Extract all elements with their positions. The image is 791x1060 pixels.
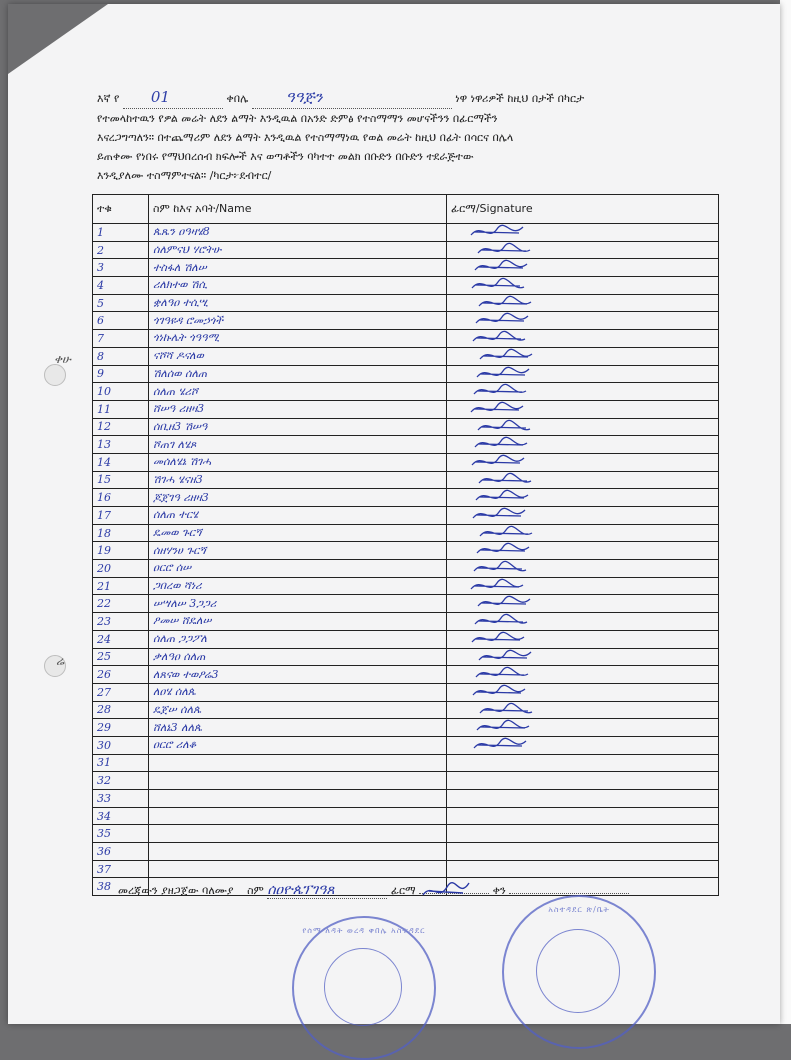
row-number: 14 <box>93 453 149 471</box>
row-signature <box>447 666 719 684</box>
signature-scribble <box>467 577 557 595</box>
signature-scribble <box>467 736 557 754</box>
table-row <box>93 560 719 578</box>
signature-scribble <box>467 613 557 631</box>
row-name: ተስፋለ ሽለሠ <box>149 259 447 277</box>
row-signature <box>447 683 719 701</box>
row-number: 7 <box>93 330 149 348</box>
table-row <box>93 595 719 613</box>
row-signature <box>447 277 719 295</box>
signature-scribble <box>467 400 557 418</box>
row-name <box>149 825 447 843</box>
row-signature <box>447 719 719 737</box>
signature-scribble <box>467 489 557 507</box>
kebele-name-field: ዓዓጅን <box>252 88 452 109</box>
row-number: 35 <box>93 825 149 843</box>
row-name: ጎነኩሌት ጎዓዓሚ <box>149 330 447 348</box>
row-number: 22 <box>93 595 149 613</box>
row-name: ዴጀሠ ሰለጴ <box>149 701 447 719</box>
row-name: ሾጠገ ለሄጾ <box>149 436 447 454</box>
row-name: ናሾሻ ዶናለወ <box>149 347 447 365</box>
row-name <box>149 790 447 808</box>
row-name: ሰለምናህ ሃሮትሁ <box>149 241 447 259</box>
row-name: ሰለጠ ተርሄ <box>149 507 447 525</box>
row-name: ዴመወ ጉርጞ <box>149 524 447 542</box>
row-number: 9 <box>93 365 149 383</box>
row-number: 18 <box>93 524 149 542</box>
preparer-name-field: ሰዐዮጴፕገዓጸ <box>267 882 387 899</box>
row-signature <box>447 595 719 613</box>
signature-scribble <box>467 383 557 401</box>
row-name <box>149 860 447 878</box>
row-name: ዖመሠ ሸዴለሠ <box>149 613 447 631</box>
preparer-line: መረጃውን ያዘጋጀው ባለሙያ ስም ሰዐዮጴፕገዓጸ ፊርማ ቀን <box>118 882 678 899</box>
row-number: 28 <box>93 701 149 719</box>
signature-scribble <box>467 595 557 613</box>
row-number: 38 <box>93 878 149 896</box>
preparer-signature-field <box>419 893 489 894</box>
declaration-line-1: እኛ የ 01 ቀበሌ ዓዓጅን ነዋ ነዋሪዎች ከዚህ በታች በካርታ <box>97 88 713 109</box>
row-name: ጎገዓዩዳ ሮመኃጎች <box>149 312 447 330</box>
margin-note-top: ቀሁ <box>54 352 71 366</box>
row-name <box>149 807 447 825</box>
row-number: 3 <box>93 259 149 277</box>
stamp-inner-ring <box>536 929 620 1013</box>
row-signature <box>447 312 719 330</box>
row-name: ሰቢዘ3 ሽሠዓ <box>149 418 447 436</box>
row-number: 37 <box>93 860 149 878</box>
table-row <box>93 347 719 365</box>
signature-scribble <box>467 277 557 295</box>
row-name: ጆጀገዓ ሪዘዛ3 <box>149 489 447 507</box>
table-row <box>93 666 719 684</box>
row-number: 5 <box>93 294 149 312</box>
signature-scribble <box>467 312 557 330</box>
row-number: 24 <box>93 630 149 648</box>
signature-scribble <box>467 241 557 259</box>
table-row <box>93 524 719 542</box>
table-row <box>93 860 719 878</box>
row-signature <box>447 701 719 719</box>
row-number: 20 <box>93 560 149 578</box>
declaration-line-5: እንዲያለሙ ተስማምተናል። /ካርታ፦ደብተር/ <box>97 169 272 182</box>
signature-scribble <box>467 365 557 383</box>
folded-corner <box>8 4 108 74</box>
table-row <box>93 294 719 312</box>
signature-scribble <box>467 471 557 489</box>
signature-scribble <box>467 224 557 242</box>
row-signature <box>447 807 719 825</box>
signature-scribble <box>467 436 557 454</box>
row-number: 10 <box>93 383 149 401</box>
row-number: 12 <box>93 418 149 436</box>
stamp-inner-ring <box>324 948 402 1026</box>
signature-scribble <box>467 630 557 648</box>
signature-scribble <box>467 330 557 348</box>
row-name: ቋለዓዐ ተሲሢ <box>149 294 447 312</box>
signature-table <box>92 194 719 896</box>
table-row <box>93 224 719 242</box>
table-row <box>93 471 719 489</box>
row-name: ሪለክተወ ሽሲ <box>149 277 447 295</box>
row-signature <box>447 843 719 861</box>
row-signature <box>447 648 719 666</box>
signature-scribble <box>467 542 557 560</box>
table-row <box>93 719 719 737</box>
table-row <box>93 807 719 825</box>
declaration-paragraph <box>97 88 713 185</box>
row-number: 13 <box>93 436 149 454</box>
row-name: መሰለሄኔ ሽገሓ <box>149 453 447 471</box>
row-name: ለዐሄ ሰለጴ <box>149 683 447 701</box>
row-signature <box>447 294 719 312</box>
row-signature <box>447 630 719 648</box>
signature-scribble <box>467 347 557 365</box>
table-row <box>93 453 719 471</box>
official-stamp-left: የሰማ ለዳት ወረዳ ቀበሌ አስተዳደር <box>292 916 436 1060</box>
row-signature <box>447 453 719 471</box>
table-row <box>93 790 719 808</box>
table-row <box>93 507 719 525</box>
row-number: 26 <box>93 666 149 684</box>
row-number: 36 <box>93 843 149 861</box>
row-name: ሽገሓ ሄናዘ3 <box>149 471 447 489</box>
table-header-row <box>93 195 719 224</box>
row-number: 27 <box>93 683 149 701</box>
row-signature <box>447 577 719 595</box>
row-name: ጋበረወ ሻነሪ <box>149 577 447 595</box>
row-name: ጴጼን ዐዓዛሄ8 <box>149 224 447 242</box>
table-row <box>93 312 719 330</box>
row-number: 25 <box>93 648 149 666</box>
signature-scribble <box>467 701 557 719</box>
row-signature <box>447 613 719 631</box>
date-field <box>509 893 629 894</box>
signature-scribble <box>467 719 557 737</box>
table-row <box>93 701 719 719</box>
row-number: 1 <box>93 224 149 242</box>
row-signature <box>447 790 719 808</box>
table-row <box>93 843 719 861</box>
table-row <box>93 259 719 277</box>
row-signature <box>447 542 719 560</box>
column-header-number: ተቁ <box>93 195 149 224</box>
signature-scribble <box>467 507 557 525</box>
row-number: 23 <box>93 613 149 631</box>
declaration-line-3: እናረጋግጣለን። በተጨማሪም ለደን ልማት እንዲዉል የተስማማነዉ የወል መሬት ከዚህ በፊት በሳርና በሌላ <box>97 131 514 144</box>
row-signature <box>447 860 719 878</box>
row-name: ሸለኔ3 ለለጴ <box>149 719 447 737</box>
row-signature <box>447 736 719 754</box>
table-row <box>93 241 719 259</box>
row-name: ቃለዓዐ ሰለጠ <box>149 648 447 666</box>
row-name: ሸሠዓ ሪዘዛ3 <box>149 400 447 418</box>
row-number: 11 <box>93 400 149 418</box>
punch-hole-top <box>44 364 66 386</box>
row-number: 29 <box>93 719 149 737</box>
row-number: 4 <box>93 277 149 295</box>
table-row <box>93 683 719 701</box>
row-name: ሰዘሃንሀ ጉርጞ <box>149 542 447 560</box>
row-number: 8 <box>93 347 149 365</box>
kebele-number-field: 01 <box>123 88 223 109</box>
table-row <box>93 400 719 418</box>
row-signature <box>447 330 719 348</box>
row-name: ለጸናወ ተወዖሬ3 <box>149 666 447 684</box>
row-name: ሰለጠ ሄሪሾ <box>149 383 447 401</box>
row-number: 30 <box>93 736 149 754</box>
row-signature <box>447 507 719 525</box>
table-row <box>93 772 719 790</box>
row-signature <box>447 560 719 578</box>
column-header-name: ስም ከእና አባት/Name <box>149 195 447 224</box>
row-signature <box>447 383 719 401</box>
table-row <box>93 436 719 454</box>
row-name <box>149 772 447 790</box>
row-name: ሠሣለሠ 3ጋጋሪ <box>149 595 447 613</box>
row-signature <box>447 241 719 259</box>
declaration-line-4: ይጠቀሙ የነበሩ የማህበረሰብ ክፍሎች እና ወጣቶችን ባካተተ መልክ በቡድን በቡድን ተደራጅተው <box>97 150 474 163</box>
row-name: ዐርሮ ሪለቆ <box>149 736 447 754</box>
row-name: ዐርሮ ሰሠ <box>149 560 447 578</box>
table-row <box>93 542 719 560</box>
table-row <box>93 418 719 436</box>
signature-scribble <box>467 453 557 471</box>
row-number: 17 <box>93 507 149 525</box>
row-signature <box>447 418 719 436</box>
row-number: 32 <box>93 772 149 790</box>
row-signature <box>447 524 719 542</box>
table-row <box>93 825 719 843</box>
table-row <box>93 754 719 772</box>
row-number: 34 <box>93 807 149 825</box>
row-signature <box>447 772 719 790</box>
row-number: 2 <box>93 241 149 259</box>
table-row <box>93 648 719 666</box>
row-number: 33 <box>93 790 149 808</box>
preparer-signature-scribble <box>419 879 479 905</box>
row-signature <box>447 489 719 507</box>
row-number: 19 <box>93 542 149 560</box>
row-signature <box>447 224 719 242</box>
signature-scribble <box>467 683 557 701</box>
signature-scribble <box>467 560 557 578</box>
row-number: 15 <box>93 471 149 489</box>
row-signature <box>447 471 719 489</box>
table-row <box>93 330 719 348</box>
margin-note-bottom: ሬ <box>56 654 65 668</box>
table-row <box>93 489 719 507</box>
row-number: 16 <box>93 489 149 507</box>
signature-scribble <box>467 666 557 684</box>
signature-scribble <box>467 648 557 666</box>
declaration-line-2: የተመላከተዉን የዎል መሬት ለደን ልማት እንዲዉል በአንድ ድምፅ የተስማማን መሆናችንን በፊርማችን <box>97 112 498 125</box>
official-stamp-right: አስተዳደር ጽ/ቤት <box>502 895 656 1049</box>
row-number: 6 <box>93 312 149 330</box>
column-header-signature: ፊርማ/Signature <box>447 195 719 224</box>
row-signature <box>447 347 719 365</box>
signature-scribble <box>467 259 557 277</box>
row-name <box>149 754 447 772</box>
table-row <box>93 277 719 295</box>
table-row <box>93 736 719 754</box>
row-signature <box>447 400 719 418</box>
signature-scribble <box>467 418 557 436</box>
row-number: 31 <box>93 754 149 772</box>
row-signature <box>447 436 719 454</box>
row-signature <box>447 825 719 843</box>
row-name: ሽለሰወ ሰለጠ <box>149 365 447 383</box>
row-number: 21 <box>93 577 149 595</box>
signature-scribble <box>467 524 557 542</box>
table-row <box>93 630 719 648</box>
row-signature <box>447 365 719 383</box>
table-row <box>93 383 719 401</box>
row-signature <box>447 259 719 277</box>
table-row <box>93 365 719 383</box>
row-name: ሰለጠ ጋጋፖለ <box>149 630 447 648</box>
table-row <box>93 613 719 631</box>
table-body <box>93 224 719 896</box>
row-signature <box>447 754 719 772</box>
signature-scribble <box>467 294 557 312</box>
row-name <box>149 843 447 861</box>
next-page-edge <box>780 0 791 1024</box>
table-row <box>93 577 719 595</box>
